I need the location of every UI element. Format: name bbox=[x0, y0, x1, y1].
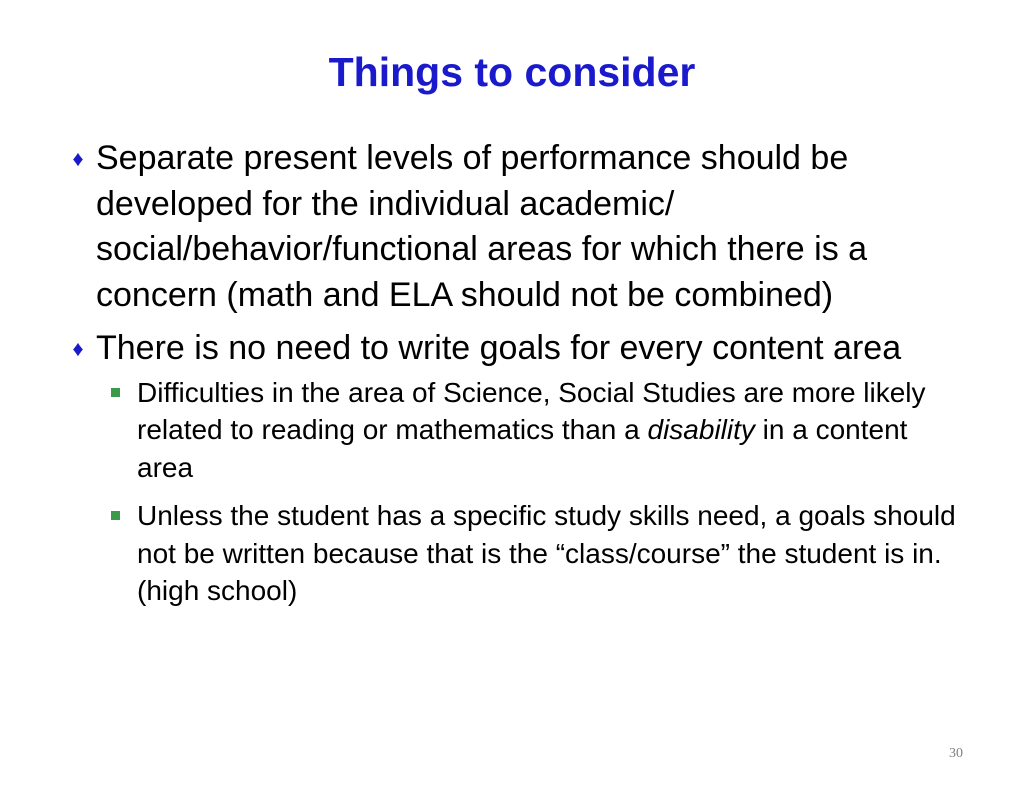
sub-bullet-list bbox=[0, 374, 1024, 610]
sub-bullet-item bbox=[0, 497, 967, 610]
emphasized-word: disability bbox=[647, 414, 755, 445]
square-bullet-icon bbox=[111, 511, 120, 520]
diamond-icon: ♦ bbox=[72, 146, 84, 171]
sub-bullet-item bbox=[0, 374, 967, 487]
sub-bullet-text-start: Difficulties in the area of Science, Social Studies are more likely related to reading or mathematics than a bbox=[137, 376, 926, 445]
bullet-text: There is no need to write goals for every content area bbox=[96, 329, 902, 367]
square-bullet-icon bbox=[111, 388, 120, 397]
bullet-list bbox=[0, 136, 1024, 610]
slide-title: Things to consider bbox=[328, 49, 696, 95]
bullet-item bbox=[0, 136, 976, 318]
page-number: 30 bbox=[949, 746, 963, 761]
bullet-text: Separate present levels of performance should be developed for the individual academic/ social/behavior/functional areas for which there is a concern (math and ELA should not be combined) bbox=[96, 139, 868, 314]
sub-bullet-text: Unless the student has a specific study skills need, a goals should not be written because that is the “class/course” the student is in. (high school) bbox=[137, 500, 956, 606]
bullet-item bbox=[0, 326, 976, 372]
diamond-icon: ♦ bbox=[72, 336, 84, 361]
sub-bullet-text-end: in a content area bbox=[137, 414, 908, 483]
